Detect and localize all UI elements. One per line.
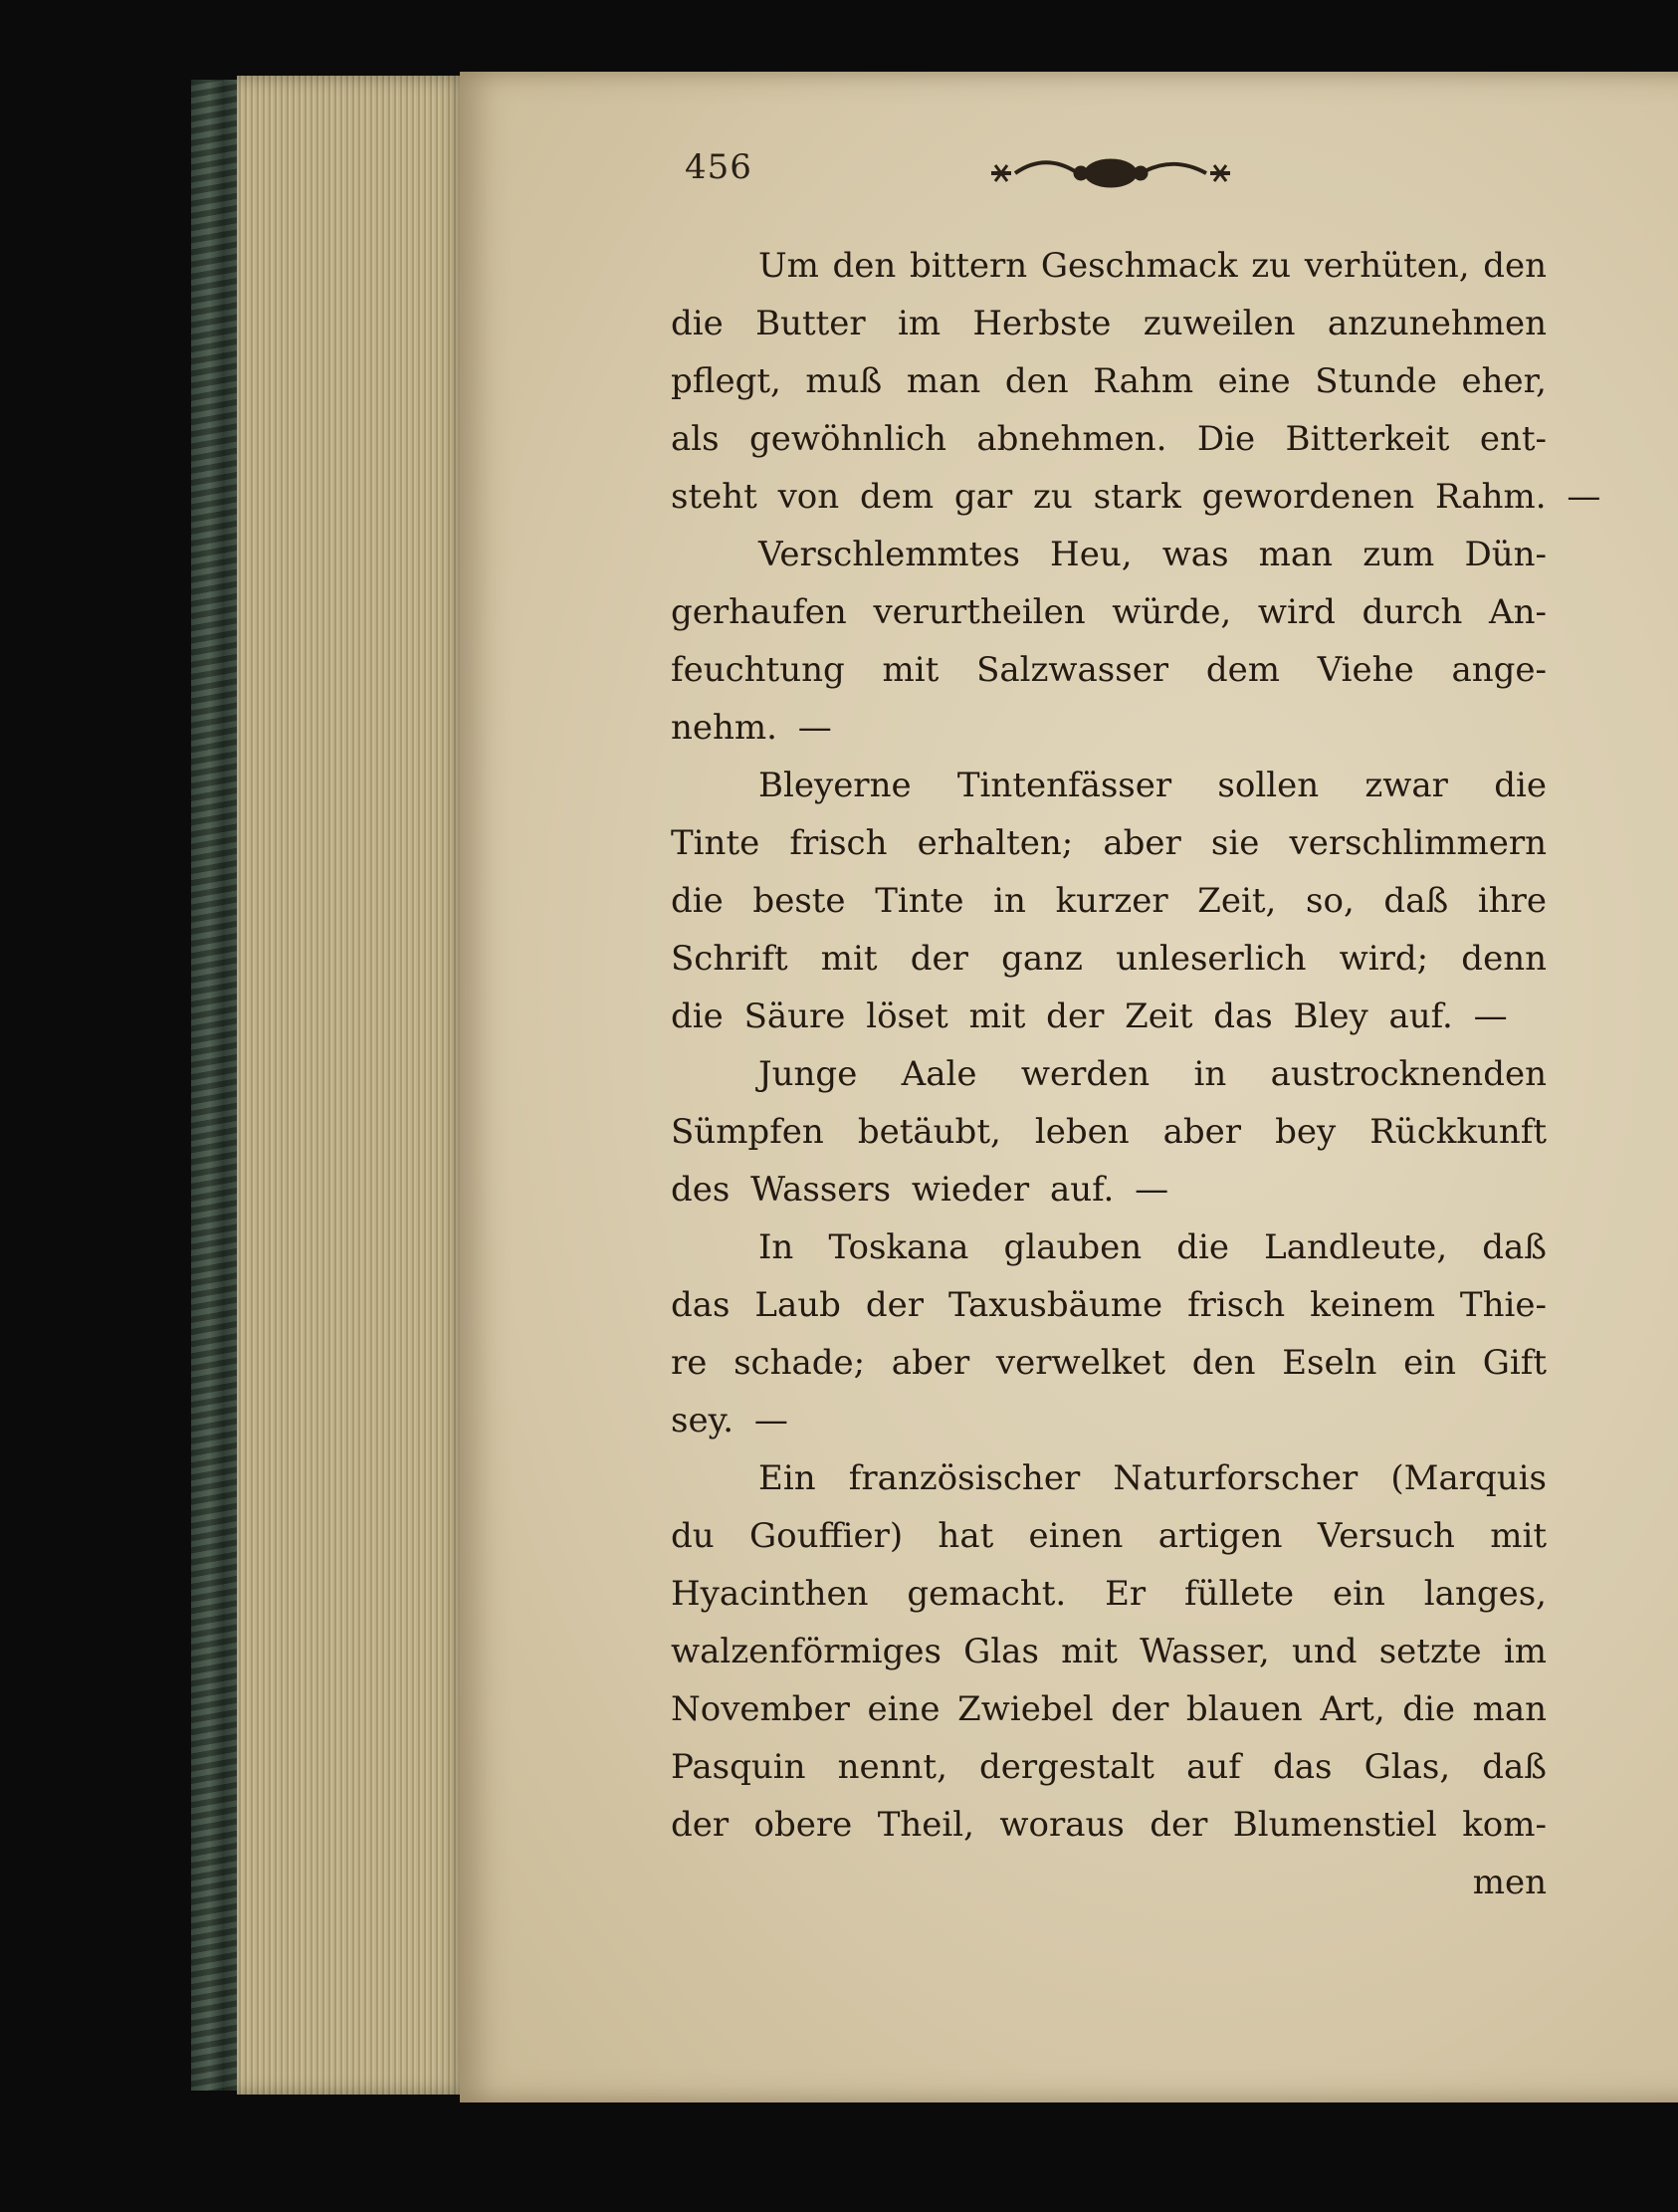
text-line-content: Verschlemmtes Heu, was man zum Dün- [758,535,1547,574]
text-line-content: Junge Aale werden in austrocknenden [758,1054,1547,1094]
book-spine [191,80,239,2091]
text-line-content: Um den bittern Geschmack zu verhüten, den [758,246,1547,286]
text-line-content: walzenförmiges Glas mit Wasser, und setzte im [671,1632,1547,1671]
text-line [671,1392,1547,1449]
text-line [671,526,1547,583]
text-line-content: Pasquin nennt, dergestalt auf das Glas, daß [671,1747,1547,1787]
text-line [671,1796,1547,1854]
text-line-content: du Gouffier) hat einen artigen Versuch mit [671,1516,1547,1556]
text-line [671,1218,1547,1276]
text-line-content: Tinte frisch erhalten; aber sie verschlimmern [671,823,1547,863]
catchword-line [671,1854,1547,1911]
text-line [671,1507,1547,1565]
text-line [671,1565,1547,1623]
text-line-content: die Butter im Herbste zuweilen anzunehmen [671,304,1547,343]
text-line [671,814,1547,872]
text-line [671,872,1547,930]
text-line [671,468,1601,526]
text-line [671,1276,1547,1334]
text-line [671,988,1547,1045]
text-line-content: die beste Tinte in kurzer Zeit, so, daß ihre [671,881,1547,921]
page-edges [237,76,470,2095]
text-line [671,1161,1547,1218]
text-line-content: sey. — [671,1401,788,1440]
text-line [671,1103,1547,1161]
text-line-content: des Wassers wieder auf. — [671,1170,1169,1210]
text-line-content: feuchtung mit Salzwasser dem Viehe ange- [671,650,1547,690]
text-line [671,1334,1547,1392]
body-text [671,237,1601,1911]
text-line-content: Ein französischer Naturforscher (Marquis [758,1458,1547,1498]
ornament-icon [985,153,1236,193]
text-line [671,641,1547,699]
text-line [671,757,1547,814]
text-line-content: Sümpfen betäubt, leben aber bey Rückkunft [671,1112,1547,1152]
text-line-content: Schrift mit der ganz unleserlich wird; denn [671,939,1547,979]
text-line-content: Bleyerne Tintenfässer sollen zwar die [758,766,1547,805]
text-line [671,1680,1547,1738]
text-line [671,352,1547,410]
text-line [671,1045,1547,1103]
catchword: men [1472,1863,1547,1902]
text-line [671,295,1547,352]
text-line-content: als gewöhnlich abnehmen. Die Bitterkeit ent- [671,419,1547,459]
text-line-content: In Toskana glauben die Landleute, daß [758,1227,1547,1267]
text-line-content: nehm. — [671,708,832,748]
page-header [685,147,1541,193]
text-line-content: steht von dem gar zu stark gewordenen Rahm. — [671,477,1601,517]
text-line-content: re schade; aber verwelket den Eseln ein Gift [671,1343,1547,1383]
text-line-content: pflegt, muß man den Rahm eine Stunde eher, [671,361,1547,401]
text-line-content: Hyacinthen gemacht. Er füllete ein langes, [671,1574,1547,1614]
text-line-content: gerhaufen verurtheilen würde, wird durch An- [671,592,1547,632]
page-number: 456 [685,147,752,187]
text-line [671,699,1547,757]
text-line [671,930,1547,988]
text-line [671,1623,1547,1680]
text-line [671,1449,1547,1507]
text-line [671,583,1547,641]
text-line-content: die Säure löset mit der Zeit das Bley auf. — [671,996,1508,1036]
text-line-content: November eine Zwiebel der blauen Art, die man [671,1689,1547,1729]
text-line [671,237,1547,295]
text-line-content: das Laub der Taxusbäume frisch keinem Thie- [671,1285,1547,1325]
text-line [671,1738,1547,1796]
text-line [671,410,1547,468]
text-line-content: der obere Theil, woraus der Blumenstiel kom- [671,1805,1547,1845]
